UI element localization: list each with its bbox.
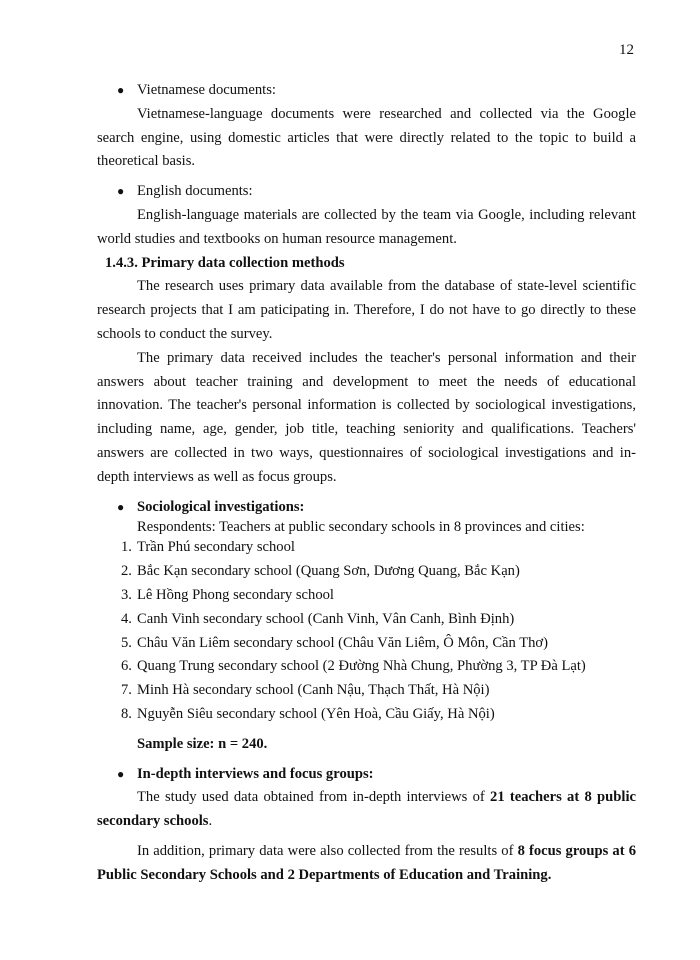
section-heading: 1.4.3. Primary data collection methods: [105, 254, 345, 271]
focus-groups-bold-text: 8 focus groups at 6 Public Secondary Schools and 2 Departments of Education and Training.: [97, 842, 636, 883]
list-item: [97, 536, 636, 560]
list-item: [97, 632, 636, 656]
school-name: Bắc Kạn secondary school (Quang Sơn, Dương Quang, Bắc Kạn): [137, 563, 520, 580]
school-name: Canh Vinh secondary school (Canh Vinh, Vân Canh, Bình Định): [137, 610, 515, 627]
school-name: Lê Hồng Phong secondary school: [137, 586, 334, 603]
school-name: Minh Hà secondary school (Canh Nậu, Thạch Thất, Hà Nội): [137, 682, 490, 699]
list-number: 4.: [121, 610, 132, 627]
list-number: 6.: [121, 658, 132, 675]
bullet-label: In-depth interviews and focus groups:: [137, 765, 374, 782]
bullet-label: English documents:: [137, 183, 253, 200]
list-number: 3.: [121, 586, 132, 603]
list-number: 7.: [121, 682, 132, 699]
document-body: [97, 79, 636, 888]
school-name: Nguyễn Siêu secondary school (Yên Hoà, Cầu Giấy, Hà Nội): [137, 705, 495, 722]
paragraph-primary-data-source: The research uses primary data available from the database of state-level scientific research projects that I am paticipating in. Therefore, I do not have to go directly to these schools to conduct the survey.: [97, 278, 636, 342]
bullet-dot-icon: ●: [117, 184, 125, 199]
list-item: [97, 655, 636, 679]
list-number: 8.: [121, 705, 132, 722]
bullet-english-documents: [97, 180, 636, 204]
paragraph-interviews: [97, 786, 636, 834]
list-item: [97, 608, 636, 632]
bullet-dot-icon: ●: [117, 83, 125, 97]
bullet-dot-icon: ●: [117, 766, 125, 781]
bullet-vietnamese-documents: [97, 79, 636, 103]
bullet-label: Vietnamese documents:: [137, 82, 276, 98]
list-number: 2.: [121, 563, 132, 580]
school-name: Châu Văn Liêm secondary school (Châu Văn Liêm, Ô Môn, Cần Thơ): [137, 634, 548, 651]
paragraph-vietnamese-documents: Vietnamese-language documents were researched and collected via the Google search engine, using domestic articles that were directly related to the topic to build a theoretical basis.: [97, 105, 636, 170]
paragraph-primary-data-content: The primary data received includes the teacher's personal information and their answers about teacher training and development to meet the needs of educational innovation. The teacher's personal information is collected by sociological investigations, including name, age, gender, job title, teaching seniority and qualifications. Teachers' answers are collected in two ways, questionnaires of sociological investigations and in-depth interviews as well as focus groups.: [97, 349, 636, 485]
bullet-interviews-focus-groups: [97, 763, 636, 787]
list-item: [97, 560, 636, 584]
bullet-dot-icon: ●: [117, 499, 125, 514]
school-name: Quang Trung secondary school (2 Đường Nhà Chung, Phường 3, TP Đà Lạt): [137, 658, 586, 675]
bullet-label: Sociological investigations:: [137, 498, 305, 515]
list-item: [97, 584, 636, 608]
list-number: 1.: [121, 539, 132, 556]
school-list: [97, 536, 636, 726]
interviews-end: .: [208, 813, 213, 830]
respondents-line: Respondents: Teachers at public secondary schools in 8 provinces and cities:: [137, 519, 585, 536]
list-item: [97, 703, 636, 727]
paragraph-english-documents: English-language materials are collected by the team via Google, including relevant world studies and textbooks on human resource management.: [97, 206, 636, 247]
focus-groups-text: In addition, primary data were also collected from the results of: [137, 842, 518, 859]
bullet-sociological-investigations: [97, 496, 636, 520]
sample-size: Sample size: n = 240.: [137, 735, 268, 752]
school-name: Trần Phú secondary school: [137, 539, 295, 556]
paragraph-focus-groups: [97, 840, 636, 888]
interviews-bold-text: 21 teachers at 8 public secondary schools: [97, 789, 636, 830]
list-number: 5.: [121, 634, 132, 651]
list-item: [97, 679, 636, 703]
interviews-text: The study used data obtained from in-depth interviews of: [137, 789, 491, 806]
page-number: 12: [619, 42, 634, 58]
